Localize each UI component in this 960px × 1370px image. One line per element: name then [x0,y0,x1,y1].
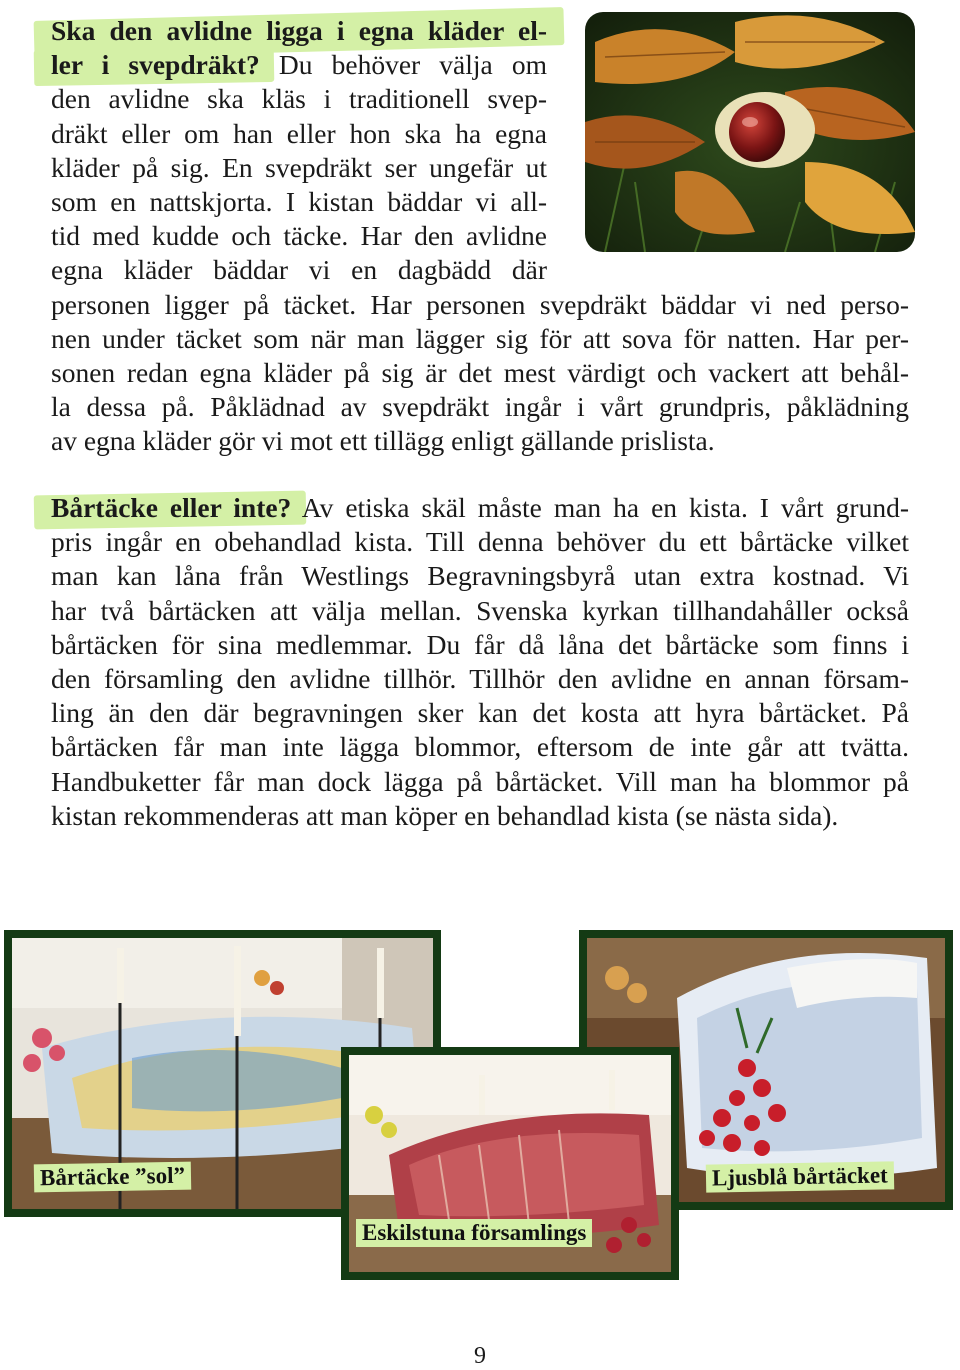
body-line: sonen redan egna kläder på sig är det mest värdigt och vackert att behål- [51,357,909,388]
body-line: av egna kläder gör vi mot ett tillägg enligt gällande prislista. [51,425,715,457]
body-line: bårtäcken för sina medlemmar. Du får då låna det bårtäcke som finns i [51,628,909,660]
body-line: pris ingår en obehandlad kista. Till denna behöver du ett bårtäcke vilket [51,526,909,558]
body-line: kläder på sig. En svepdräkt ser ungefär ut [51,151,547,183]
body-line: kistan rekommenderas att man köper en behandlad kista (se nästa sida). [51,799,839,831]
body-line: bårtäcken får man inte lägga blommor, eftersom de inte går att tvätta. [51,731,909,763]
body-line: Bårtäcke eller inte? Av etiska skäl måste man ha en kista. I vårt grund- [51,492,909,523]
pall-text-block [51,491,909,833]
body-line: som en nattskjorta. I kistan bäddar vi all- [51,186,547,218]
body-line: la dessa på. Påklädnad av svepdräkt ingår i vårt grundpris, påklädning [51,391,909,423]
body-line: tid med kudde och täcke. Har den avlidne [51,220,547,252]
body-line: nen under täcket som när man lägger sig för att sova för natten. Har per- [51,322,909,354]
heading-line: ler i svepdräkt? Du behöver välja om [51,49,547,81]
clothing-text-block-1 [51,14,547,288]
body-line: Handbuketter får man dock lägga på bårtäcket. Vill man ha blommor på [51,765,909,797]
caption-eskilstuna: Eskilstuna församlings [356,1219,592,1247]
body-line: man kan låna från Westlings Begravningsbyrå utan extra kostnad. Vi [51,560,909,592]
section-heading: Bårtäcke eller inte? [51,492,292,523]
body-line: den avlidne ska kläs i traditionell svep- [51,83,547,115]
clothing-text-block-2 [51,288,909,459]
body-line: personen ligger på täcket. Har personen svepdräkt bäddar vi ned perso- [51,288,909,320]
body-line: har två bårtäcken att välja mellan. Svenska kyrkan tillhandahåller också [51,594,909,626]
page-number: 9 [474,1343,486,1369]
body-line: egna kläder bäddar vi en dagbädd där [51,254,547,286]
caption-ljusbla: Ljusblå bårtäcket [706,1161,894,1192]
body-line: ling än den där begravningen sker kan det kosta att hyra bårtäcket. På [51,697,909,729]
chestnut-photo [585,12,915,252]
caption-sol: Bårtäcke ”sol” [34,1162,191,1193]
body-line: dräkt eller om han eller hon ska ha egna [51,117,547,149]
body-line: den församling den avlidne tillhör. Tillhör den avlidne en annan försam- [51,663,909,695]
heading-line: Ska den avlidne ligga i egna kläder el- [51,15,547,46]
